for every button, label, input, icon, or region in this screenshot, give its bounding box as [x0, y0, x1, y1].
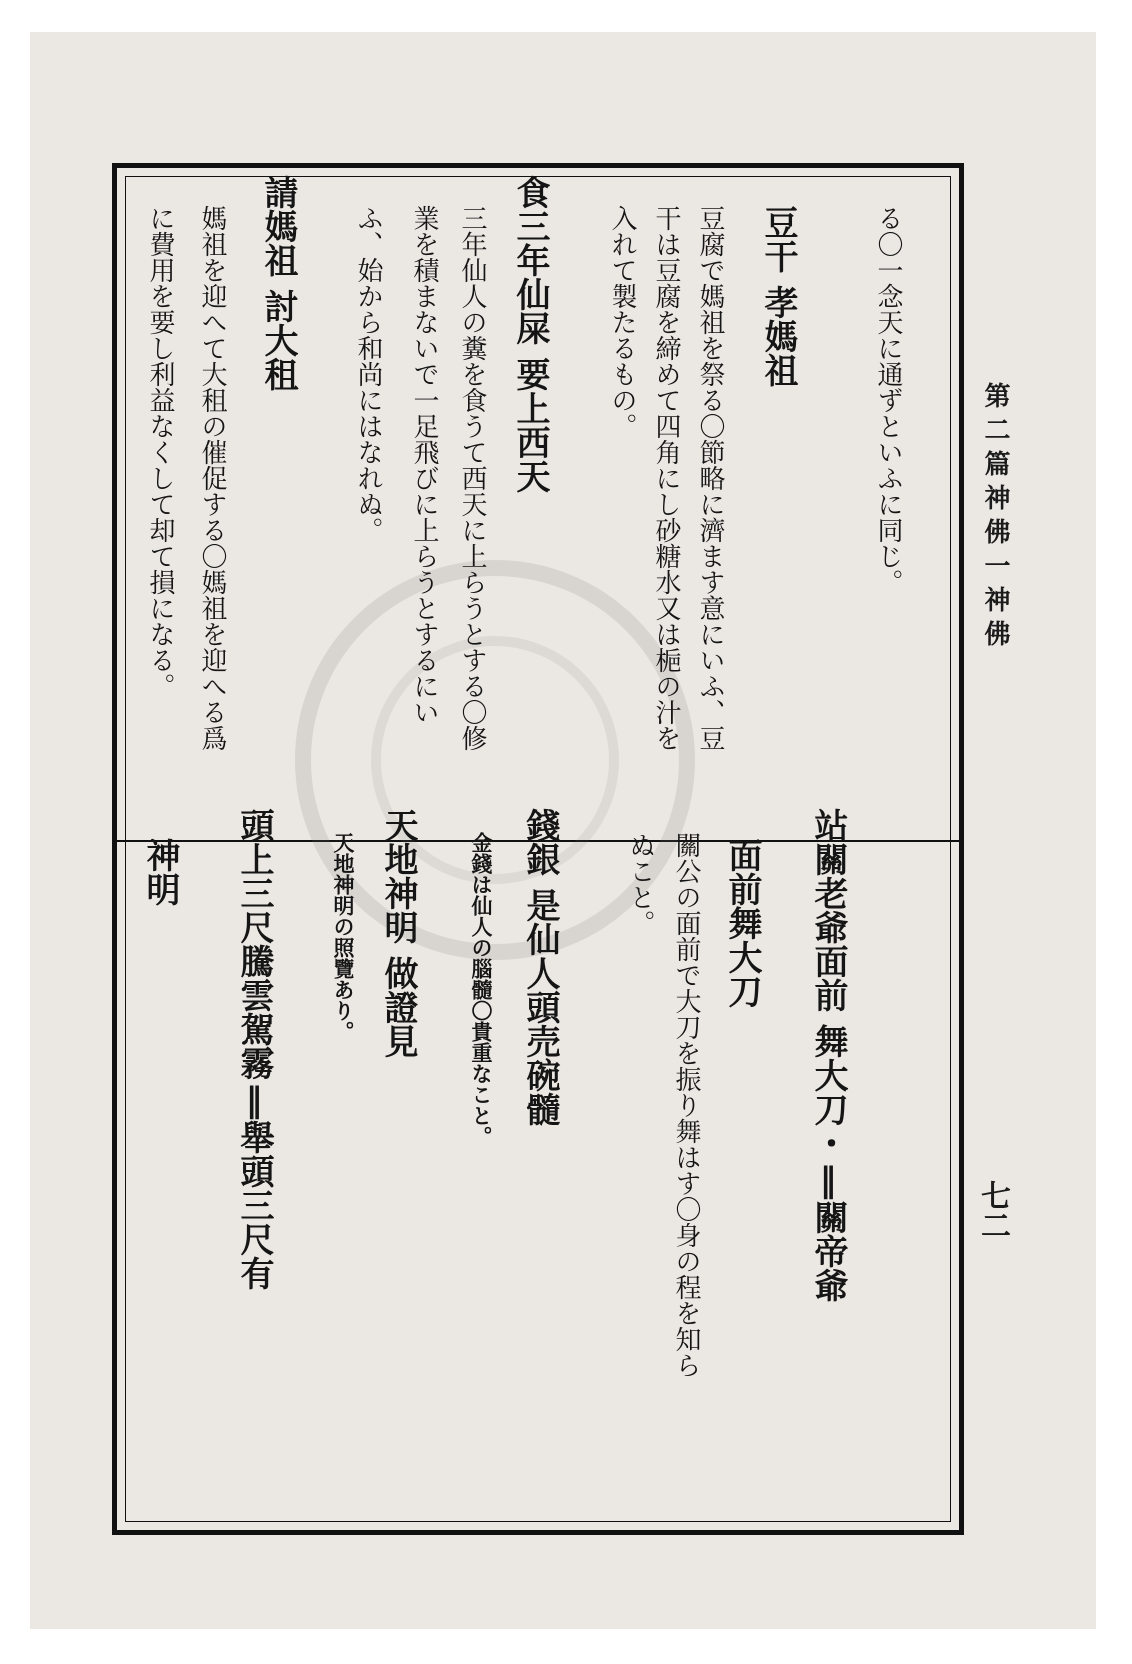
- top-line-3: 豆腐で媽祖を祭る〇節略に濟ます意にいふ、豆: [695, 205, 725, 751]
- top-heading-1: 豆干 孝媽祖: [758, 205, 798, 387]
- top-line-8: 業を積まないで一足飛びに上らうとするにい: [409, 205, 439, 725]
- bottom-heading-4: 頭上三尺騰雲駕霧‖舉頭三尺有: [234, 808, 274, 1290]
- top-line-7: 三年仙人の糞を食うて西天に上らうとする〇修: [457, 205, 487, 751]
- running-header: 第二篇神佛一神佛: [980, 382, 1010, 654]
- top-line-9: ふ、始から和尚にはなれぬ。: [353, 205, 383, 543]
- bottom-line-4: ぬこと。: [625, 832, 655, 936]
- bottom-line-8: 天地神明の照覽あり。: [331, 832, 356, 1042]
- bottom-heading-3: 天地神明 做證見: [378, 808, 418, 1058]
- top-line-1: る〇一念天に通ずといふに同じ。: [873, 205, 903, 595]
- bottom-line-6: 金錢は仙人の腦髓〇貴重なこと。: [469, 832, 494, 1147]
- top-line-5: 入れて製たるもの。: [607, 205, 637, 439]
- page-number: 七二: [975, 1180, 1010, 1240]
- bottom-heading-2: 錢銀 是仙人頭売碗髓: [520, 808, 560, 1126]
- top-line-12: に費用を要し利益なくして却て損になる。: [145, 205, 175, 699]
- bottom-line-3: 關公の面前で大刀を振り舞はす〇身の程を知ら: [671, 832, 701, 1378]
- bottom-heading-4-continued: 神明: [140, 838, 180, 906]
- top-heading-3: 請媽祖 討大租: [258, 175, 298, 391]
- top-line-4: 干は豆腐を締めて四角にし砂糖水又は梔の汁を: [651, 205, 681, 751]
- top-heading-2: 食三年仙屎 要上西天: [510, 175, 550, 493]
- bottom-heading-1: 站關老爺面前 舞大刀・‖關帝爺: [808, 808, 848, 1302]
- top-line-11: 媽祖を迎へて大租の催促する〇媽祖を迎へる爲: [197, 205, 227, 751]
- bottom-subheading-1: 面前舞大刀: [722, 838, 762, 1008]
